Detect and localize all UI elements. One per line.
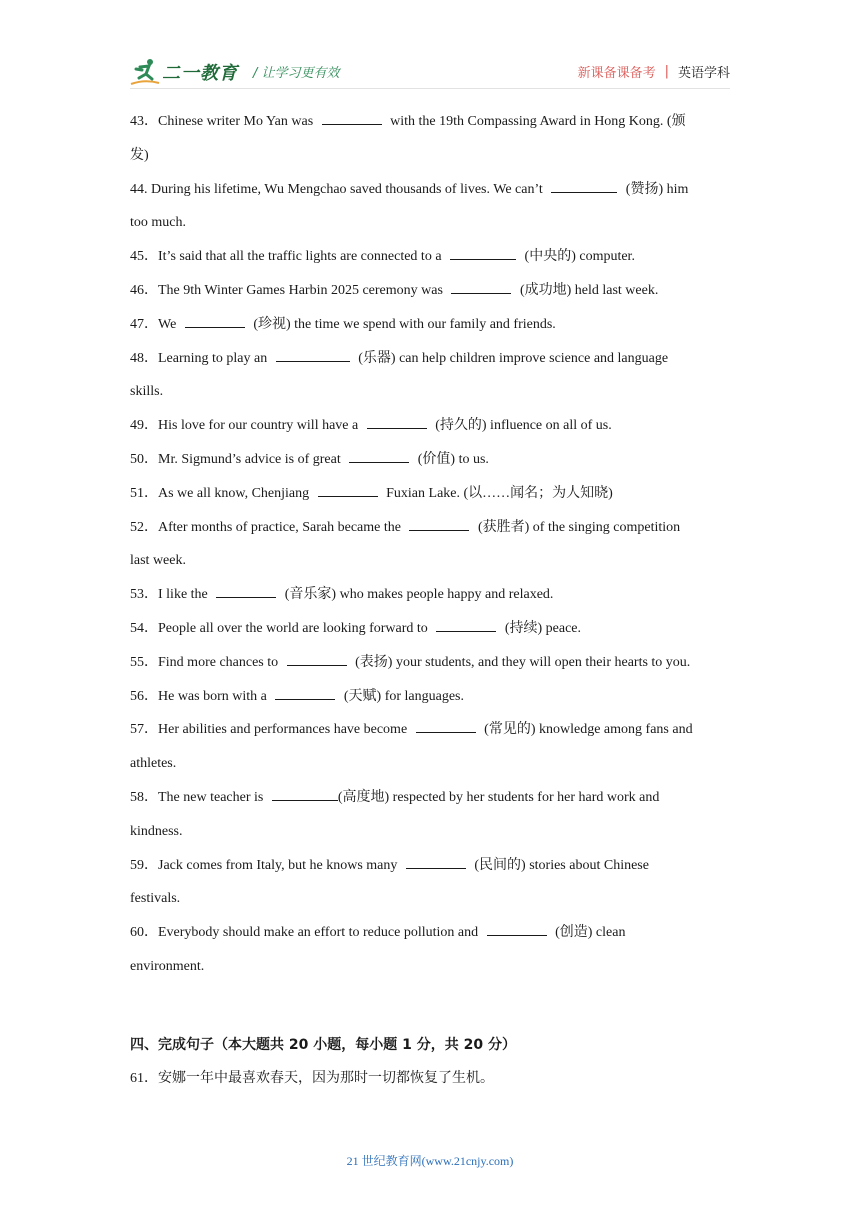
footer-source: 21 世纪教育网(www.21cnjy.com) — [346, 1154, 514, 1168]
answer-blank[interactable] — [436, 617, 496, 632]
question-47: 47．We (珍视) the time we spend with our family and friends. — [130, 308, 732, 342]
logo-text: 二一教育 — [162, 63, 238, 84]
tag-left: 新课备课备考 — [577, 66, 656, 81]
answer-blank[interactable] — [349, 448, 409, 463]
answer-blank[interactable] — [185, 313, 245, 328]
tag-right: 英语学科 — [677, 66, 730, 81]
question-43: 43．Chinese writer Mo Yan was with the 19th Compassing Award in Hong Kong. (颁 发) — [130, 105, 732, 173]
answer-blank[interactable] — [450, 245, 516, 260]
question-57: 57．Her abilities and performances have become (常见的) knowledge among fans and athletes. — [130, 713, 732, 781]
question-46: 46．The 9th Winter Games Harbin 2025 ceremony was (成功地) held last week. — [130, 274, 732, 308]
answer-blank[interactable] — [367, 414, 427, 429]
page-header — [130, 55, 730, 89]
answer-blank[interactable] — [272, 786, 338, 801]
question-44: 44. During his lifetime, Wu Mengchao saved thousands of lives. We can’t (赞扬) him too much. — [130, 173, 732, 241]
question-50: 50．Mr. Sigmund’s advice is of great (价值) to us. — [130, 443, 732, 477]
slogan: / 让学习更有效 — [253, 66, 340, 81]
answer-blank[interactable] — [551, 178, 617, 193]
question-list — [130, 105, 732, 984]
question-48: 48．Learning to play an (乐器) can help children improve science and language skills. — [130, 342, 732, 410]
question-61: 61．安娜一年中最喜欢春天，因为那时一切都恢复了生机。 — [130, 1071, 494, 1086]
question-51: 51．As we all know, Chenjiang Fuxian Lake. (以……闻名；为人知晓) — [130, 477, 732, 511]
answer-blank[interactable] — [275, 685, 335, 700]
answer-blank[interactable] — [276, 347, 350, 362]
question-58: 58．The new teacher is (高度地) respected by her students for her hard work and kindness. — [130, 781, 732, 849]
answer-blank[interactable] — [416, 718, 476, 733]
question-45: 45．It’s said that all the traffic lights are connected to a (中央的) computer. — [130, 240, 732, 274]
question-54: 54．People all over the world are looking forward to (持续) peace. — [130, 612, 732, 646]
question-55: 55．Find more chances to (表扬) your students, and they will open their hearts to you. — [130, 646, 732, 680]
logo — [130, 55, 238, 89]
tag-separator: | — [664, 64, 669, 79]
question-52: 52．After months of practice, Sarah became the (获胜者) of the singing competition last week. — [130, 511, 732, 579]
answer-blank[interactable] — [322, 110, 382, 125]
answer-blank[interactable] — [318, 482, 378, 497]
question-49: 49．His love for our country will have a (持久的) influence on all of us. — [130, 409, 732, 443]
answer-blank[interactable] — [409, 516, 469, 531]
question-60: 60．Everybody should make an effort to reduce pollution and (创造) clean environment. — [130, 916, 732, 984]
answer-blank[interactable] — [287, 651, 347, 666]
header-divider — [130, 88, 730, 89]
answer-blank[interactable] — [216, 583, 276, 598]
section-title: 四、完成句子（本大题共 20 小题，每小题 1 分，共 20 分） — [130, 1037, 516, 1053]
subject-tag — [578, 62, 730, 81]
answer-blank[interactable] — [406, 854, 466, 869]
question-53: 53．I like the (音乐家) who makes people happy and relaxed. — [130, 578, 732, 612]
runner-logo-icon — [130, 57, 160, 87]
question-59: 59．Jack comes from Italy, but he knows many (民间的) stories about Chinese festivals. — [130, 849, 732, 917]
question-56: 56．He was born with a (天赋) for languages. — [130, 680, 732, 714]
answer-blank[interactable] — [451, 279, 511, 294]
answer-blank[interactable] — [487, 921, 547, 936]
